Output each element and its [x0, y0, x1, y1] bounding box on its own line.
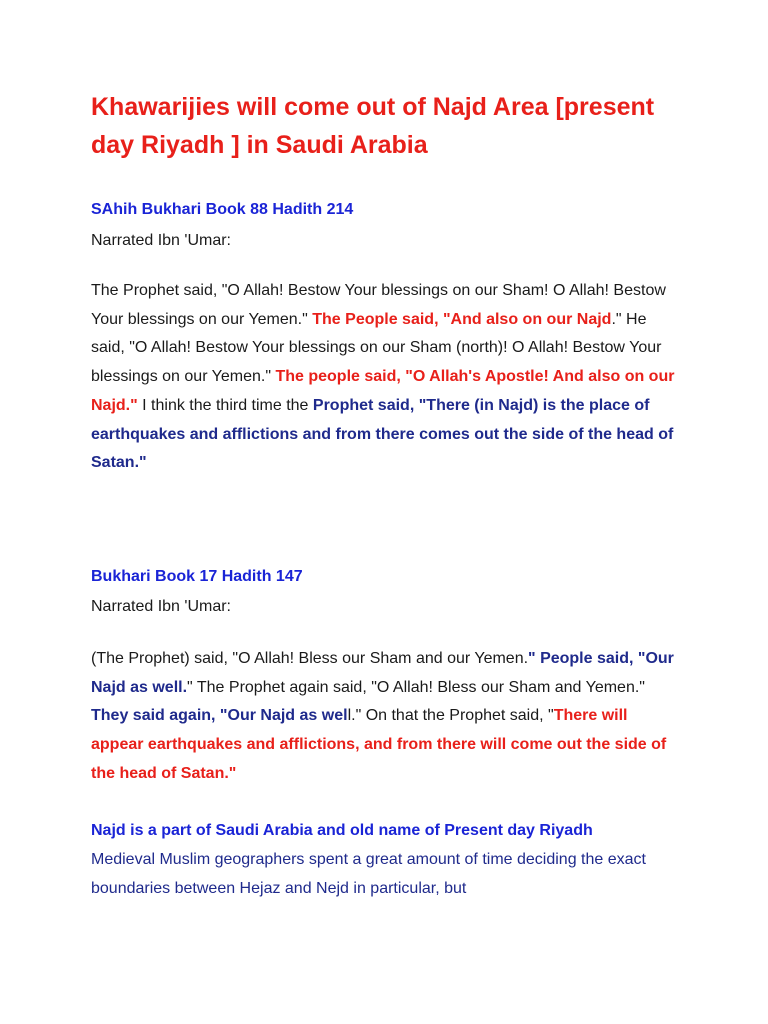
hadith-2-text-run: (The Prophet) said, "O Allah! Bless our Sham and our Yemen. — [91, 650, 529, 667]
hadith-2-emphasis-run: " People said, "Our Najd as well. — [91, 650, 674, 696]
narrator-line-1: Narrated Ibn 'Umar: — [91, 232, 231, 249]
hadith-2-emphasis-run: They said again, "Our Najd as wel — [91, 707, 348, 725]
najd-paragraph: Medieval Muslim geographers spent a great amount of time deciding the exact boundaries between Hejaz and Nejd in particular, but — [91, 851, 646, 897]
hadith-1-emphasis-run: Prophet said, "There (in Najd) is the place of earthquakes and afflictions and from there comes out the side of the head of Satan." — [91, 396, 674, 472]
hadith-reference-2: Bukhari Book 17 Hadith 147 — [91, 568, 303, 585]
hadith-text-2 — [91, 645, 681, 789]
document-title: Khawarijies will come out of Najd Area [present day Riyadh ] in Saudi Arabia — [91, 93, 655, 159]
hadith-2-highlight-run: There will appear earthquakes and afflictions, and from there will come out the side of the head of Satan." — [91, 707, 667, 782]
hadith-1-text-run: The Prophet said, "O Allah! Bestow Your blessings on our Sham! O Allah! Bestow Your blessings on our Yemen." — [91, 282, 666, 328]
hadith-reference-1: SAhih Bukhari Book 88 Hadith 214 — [91, 201, 354, 218]
narrator-line-2: Narrated Ibn 'Umar: — [91, 598, 231, 615]
hadith-text-1 — [91, 277, 681, 478]
hadith-1-text-run: ." He said, "O Allah! Bestow Your blessings on our Sham (north)! O Allah! Bestow Your blessings on our Yemen." — [91, 310, 662, 386]
hadith-2-text-run: l." On that the Prophet said, " — [347, 707, 554, 725]
najd-heading: Najd is a part of Saudi Arabia and old name of Present day Riyadh — [91, 822, 593, 839]
hadith-2-text-run: " The Prophet again said, "O Allah! Bless our Sham and Yemen." — [187, 678, 645, 696]
hadith-1-highlight-run: The people said, "O Allah's Apostle! And also on our Najd." — [91, 368, 675, 414]
hadith-1-highlight-run: The People said, "And also on our Najd — [312, 310, 612, 328]
hadith-1-text-run: I think the third time the — [137, 396, 313, 414]
